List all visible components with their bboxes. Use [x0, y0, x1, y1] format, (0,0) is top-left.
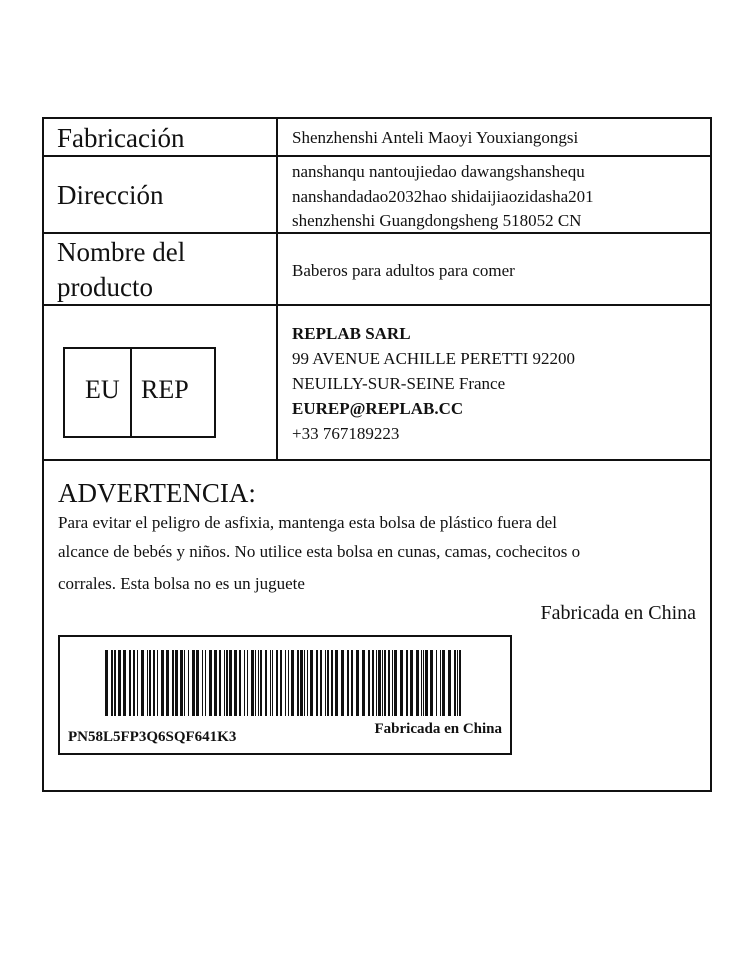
barcode-bar	[457, 650, 458, 716]
warning-title: ADVERTENCIA:	[58, 478, 256, 508]
eu-rep-badge	[63, 347, 216, 438]
product-label-line-1: Nombre del	[57, 237, 186, 267]
barcode-bar	[105, 650, 108, 716]
barcode-bar	[114, 650, 116, 716]
eu-rep-address-line-2: NEUILLY-SUR-SEINE France	[292, 374, 506, 393]
barcode-bar	[288, 650, 289, 716]
barcode-bar	[356, 650, 359, 716]
barcode-bar	[129, 650, 131, 716]
barcode-bar	[280, 650, 282, 716]
barcode-bar	[291, 650, 294, 716]
address-label: Dirección	[57, 180, 164, 210]
barcode-bar	[372, 650, 374, 716]
warning-line-3: corrales. Esta bolsa no es un juguete	[58, 574, 305, 593]
barcode-bar	[166, 650, 169, 716]
barcode-made-in: Fabricada en China	[374, 721, 502, 737]
address-line-3: shenzhenshi Guangdongsheng 518052 CN	[292, 211, 582, 230]
barcode-bar	[410, 650, 413, 716]
barcode-bar	[202, 650, 203, 716]
barcode-bar	[307, 650, 308, 716]
product-label-line-2: producto	[57, 272, 153, 302]
barcode-bar	[239, 650, 241, 716]
barcode-bar	[459, 650, 461, 716]
barcode-label	[58, 635, 512, 755]
barcode-bar	[297, 650, 299, 716]
manufacture-label: Fabricación	[57, 123, 185, 153]
eu-rep-badge-divider	[130, 349, 132, 436]
barcode-bar	[111, 650, 113, 716]
barcode-bar	[347, 650, 349, 716]
barcode-bar	[327, 650, 329, 716]
barcode-bar	[454, 650, 456, 716]
barcode-bar	[123, 650, 126, 716]
barcode-bar	[392, 650, 393, 716]
barcode-bar	[304, 650, 305, 716]
barcode-code: PN58L5FP3Q6SQF641K3	[68, 729, 237, 745]
barcode-bar	[335, 650, 338, 716]
barcode-bar	[247, 650, 248, 716]
barcode-bar	[137, 650, 138, 716]
barcode-bar	[285, 650, 286, 716]
barcode-bar	[400, 650, 403, 716]
barcode-bar	[368, 650, 370, 716]
product-value: Baberos para adultos para comer	[292, 261, 515, 280]
barcode-bar	[244, 650, 245, 716]
barcode-bar	[436, 650, 437, 716]
barcode-bar	[425, 650, 428, 716]
barcode-bar	[272, 650, 273, 716]
barcode-bar	[382, 650, 383, 716]
barcode-bar	[175, 650, 178, 716]
barcode-bar	[214, 650, 217, 716]
barcode-bar	[276, 650, 278, 716]
barcode-bar	[234, 650, 237, 716]
barcode-bar	[351, 650, 353, 716]
barcode-bar	[219, 650, 221, 716]
barcode-bar	[416, 650, 419, 716]
made-in-text: Fabricada en China	[540, 602, 696, 624]
barcode-bar	[172, 650, 174, 716]
barcode-bar	[226, 650, 228, 716]
barcode-bar	[149, 650, 151, 716]
barcode-bar	[394, 650, 397, 716]
eu-rep-company: REPLAB SARL	[292, 324, 411, 343]
barcode-bar	[378, 650, 381, 716]
barcode-bar	[300, 650, 303, 716]
product-row	[44, 234, 710, 306]
eu-rep-badge-rep: REP	[141, 375, 189, 404]
address-line-1: nanshanqu nantoujiedao dawangshanshequ	[292, 162, 585, 181]
barcode-bar	[442, 650, 445, 716]
barcode-bar	[224, 650, 225, 716]
barcode-bar	[192, 650, 195, 716]
eu-rep-badge-eu: EU	[85, 375, 120, 404]
barcode-bar	[406, 650, 408, 716]
barcode-bar	[188, 650, 189, 716]
manufacture-row	[44, 119, 710, 157]
barcode-bar	[147, 650, 148, 716]
barcode-bar	[209, 650, 212, 716]
barcode	[105, 650, 467, 716]
barcode-bar	[341, 650, 344, 716]
barcode-bar	[310, 650, 313, 716]
eu-rep-email: EUREP@REPLAB.CC	[292, 399, 464, 418]
barcode-bar	[258, 650, 259, 716]
barcode-bar	[260, 650, 262, 716]
barcode-bar	[133, 650, 135, 716]
barcode-bar	[118, 650, 121, 716]
barcode-bar	[423, 650, 424, 716]
address-line-2: nanshandadao2032hao shidaijiaozidasha201	[292, 187, 594, 206]
barcode-bar	[316, 650, 318, 716]
barcode-bar	[448, 650, 451, 716]
barcode-bar	[180, 650, 183, 716]
barcode-bar	[320, 650, 322, 716]
barcode-bar	[161, 650, 164, 716]
barcode-bar	[384, 650, 386, 716]
product-label	[42, 117, 712, 792]
barcode-bar	[421, 650, 422, 716]
barcode-bar	[325, 650, 326, 716]
manufacture-value: Shenzhenshi Anteli Maoyi Youxiangongsi	[292, 128, 579, 147]
address-row	[44, 157, 710, 234]
barcode-bar	[255, 650, 256, 716]
barcode-bar	[440, 650, 441, 716]
barcode-bar	[141, 650, 144, 716]
barcode-bar	[251, 650, 254, 716]
warning-line-2: alcance de bebés y niños. No utilice esta bolsa en cunas, camas, cochecitos o	[58, 542, 581, 561]
barcode-bar	[229, 650, 232, 716]
eu-rep-row	[44, 306, 710, 461]
barcode-bar	[184, 650, 185, 716]
eu-rep-address-line-1: 99 AVENUE ACHILLE PERETTI 92200	[292, 349, 576, 368]
barcode-bar	[265, 650, 267, 716]
barcode-bar	[388, 650, 390, 716]
eu-rep-phone: +33 767189223	[292, 424, 400, 443]
barcode-bar	[270, 650, 271, 716]
barcode-bar	[376, 650, 377, 716]
warning-text	[58, 508, 698, 598]
barcode-bar	[430, 650, 433, 716]
barcode-bar	[205, 650, 206, 716]
barcode-bar	[157, 650, 158, 716]
barcode-bar	[331, 650, 333, 716]
barcode-bar	[196, 650, 199, 716]
warning-line-1: Para evitar el peligro de asfixia, mantenga esta bolsa de plástico fuera del	[58, 513, 557, 532]
barcode-bar	[153, 650, 155, 716]
barcode-bar	[362, 650, 365, 716]
